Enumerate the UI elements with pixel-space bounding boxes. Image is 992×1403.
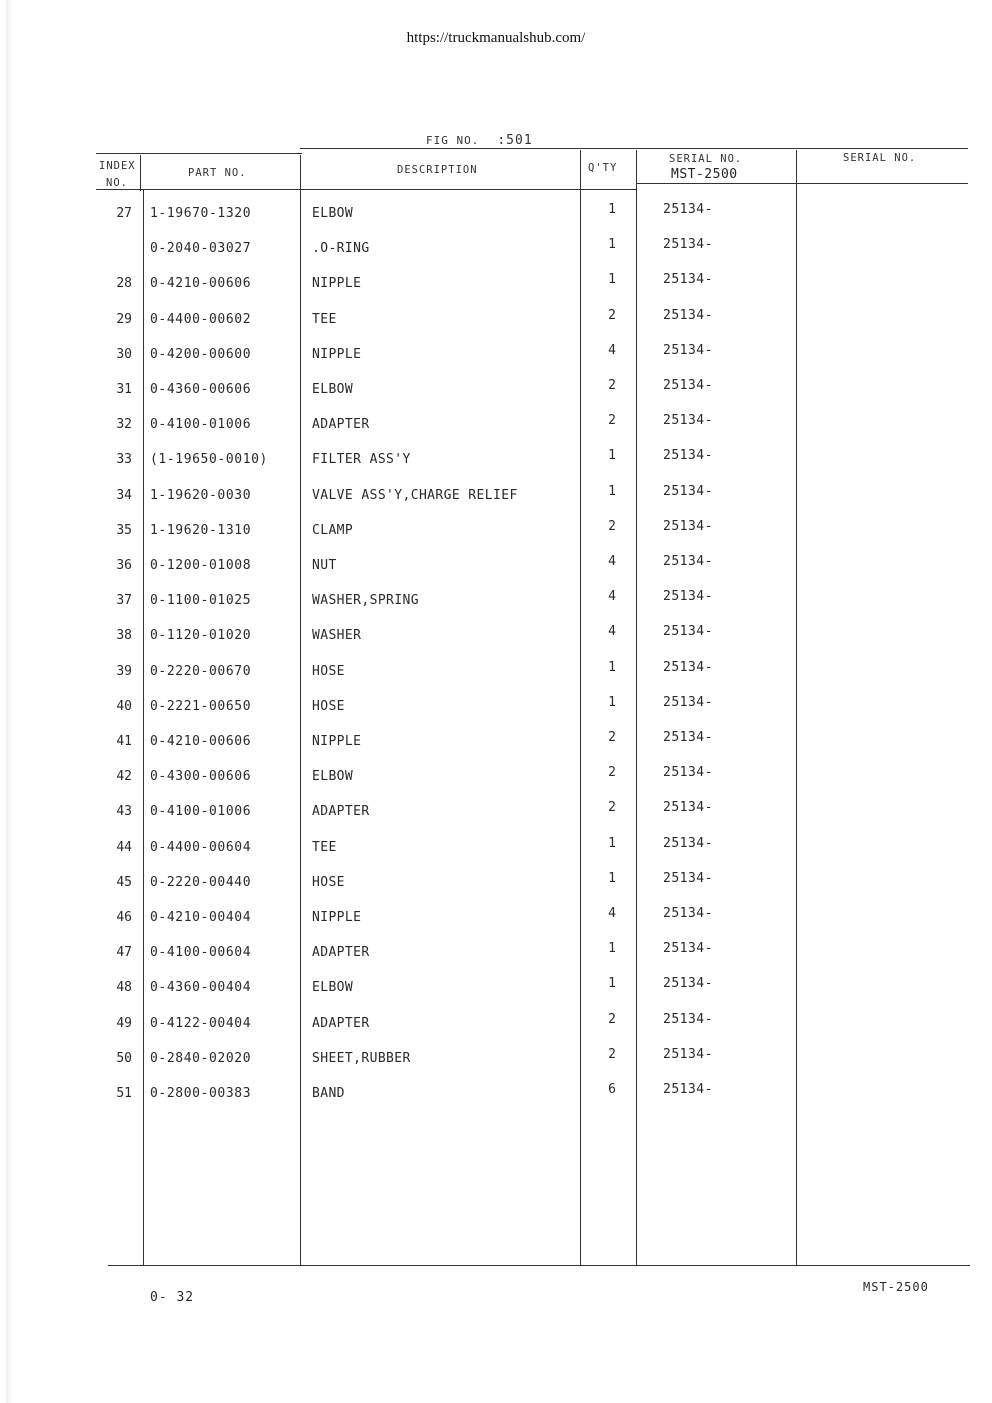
table-row bbox=[0, 343, 992, 367]
footer-model: MST-2500 bbox=[863, 1280, 929, 1294]
row-qty: 4 bbox=[608, 589, 616, 604]
row-index: 44 bbox=[116, 840, 132, 855]
table-row bbox=[0, 1047, 992, 1071]
row-qty: 4 bbox=[608, 554, 616, 569]
row-index: 38 bbox=[116, 628, 132, 643]
fig-number bbox=[426, 133, 533, 148]
row-serial: 25134- bbox=[663, 730, 713, 745]
row-qty: 2 bbox=[608, 730, 616, 745]
row-index: 34 bbox=[116, 488, 132, 503]
row-qty: 1 bbox=[608, 237, 616, 252]
row-qty: 2 bbox=[608, 1047, 616, 1062]
row-part-no: 0-2221-00650 bbox=[150, 699, 252, 714]
row-qty: 4 bbox=[608, 624, 616, 639]
row-part-no: 0-4400-00604 bbox=[150, 840, 252, 855]
row-qty: 4 bbox=[608, 343, 616, 358]
table-row bbox=[0, 800, 992, 824]
table-row bbox=[0, 906, 992, 930]
row-qty: 1 bbox=[608, 448, 616, 463]
row-part-no: 0-4360-00404 bbox=[150, 980, 252, 995]
table-row bbox=[0, 976, 992, 1000]
row-description: ADAPTER bbox=[312, 945, 370, 960]
row-qty: 1 bbox=[608, 871, 616, 886]
row-serial: 25134- bbox=[663, 695, 713, 710]
row-description: ELBOW bbox=[312, 206, 354, 221]
row-index: 46 bbox=[116, 910, 132, 925]
row-part-no: 0-4210-00404 bbox=[150, 910, 252, 925]
row-serial: 25134- bbox=[663, 660, 713, 675]
row-description: NIPPLE bbox=[312, 910, 362, 925]
row-index: 30 bbox=[116, 347, 132, 362]
row-index: 27 bbox=[116, 206, 132, 221]
row-qty: 1 bbox=[608, 941, 616, 956]
row-index: 37 bbox=[116, 593, 132, 608]
row-description: HOSE bbox=[312, 699, 345, 714]
table-top-rule-left bbox=[96, 153, 302, 154]
row-description: NIPPLE bbox=[312, 347, 362, 362]
row-description: CLAMP bbox=[312, 523, 354, 538]
row-serial: 25134- bbox=[663, 308, 713, 323]
row-index: 42 bbox=[116, 769, 132, 784]
row-index: 50 bbox=[116, 1051, 132, 1066]
row-index: 41 bbox=[116, 734, 132, 749]
row-index: 48 bbox=[116, 980, 132, 995]
row-index: 32 bbox=[116, 417, 132, 432]
row-part-no: 0-4100-01006 bbox=[150, 417, 252, 432]
row-index: 36 bbox=[116, 558, 132, 573]
row-index: 28 bbox=[116, 276, 132, 291]
row-part-no: 0-2840-02020 bbox=[150, 1051, 252, 1066]
row-serial: 25134- bbox=[663, 871, 713, 886]
row-qty: 1 bbox=[608, 202, 616, 217]
row-part-no: 0-1120-01020 bbox=[150, 628, 252, 643]
row-part-no: 0-4200-00600 bbox=[150, 347, 252, 362]
row-serial: 25134- bbox=[663, 941, 713, 956]
header-qty: Q'TY bbox=[588, 162, 618, 174]
row-qty: 2 bbox=[608, 308, 616, 323]
row-part-no: 0-2040-03027 bbox=[150, 241, 252, 256]
row-qty: 1 bbox=[608, 695, 616, 710]
row-part-no: 0-4400-00602 bbox=[150, 312, 252, 327]
row-part-no: 0-4300-00606 bbox=[150, 769, 252, 784]
row-description: ELBOW bbox=[312, 980, 354, 995]
row-index: 31 bbox=[116, 382, 132, 397]
row-serial: 25134- bbox=[663, 519, 713, 534]
row-description: ADAPTER bbox=[312, 804, 370, 819]
row-serial: 25134- bbox=[663, 1047, 713, 1062]
row-description: HOSE bbox=[312, 875, 345, 890]
table-row bbox=[0, 836, 992, 860]
row-description: BAND bbox=[312, 1086, 345, 1101]
row-qty: 4 bbox=[608, 906, 616, 921]
row-serial: 25134- bbox=[663, 976, 713, 991]
table-row bbox=[0, 413, 992, 437]
row-index: 43 bbox=[116, 804, 132, 819]
row-serial: 25134- bbox=[663, 554, 713, 569]
header-index: INDEX bbox=[99, 160, 136, 172]
row-index: 39 bbox=[116, 664, 132, 679]
row-qty: 1 bbox=[608, 836, 616, 851]
row-serial: 25134- bbox=[663, 1082, 713, 1097]
page-number: 0- 32 bbox=[150, 1290, 195, 1305]
row-description: ADAPTER bbox=[312, 1016, 370, 1031]
row-serial: 25134- bbox=[663, 378, 713, 393]
row-description: SHEET,RUBBER bbox=[312, 1051, 411, 1066]
row-description: WASHER bbox=[312, 628, 362, 643]
row-part-no: 0-1200-01008 bbox=[150, 558, 252, 573]
row-part-no: 0-4100-01006 bbox=[150, 804, 252, 819]
row-index: 29 bbox=[116, 312, 132, 327]
row-serial: 25134- bbox=[663, 1012, 713, 1027]
table-bottom-rule bbox=[108, 1265, 970, 1266]
table-row bbox=[0, 1082, 992, 1106]
index-header-divider bbox=[140, 155, 141, 191]
row-qty: 6 bbox=[608, 1082, 616, 1097]
table-row bbox=[0, 941, 992, 965]
fig-label: FIG NO. bbox=[426, 134, 480, 147]
row-description: VALVE ASS'Y,CHARGE RELIEF bbox=[312, 488, 518, 503]
header-bottom-rule-left bbox=[96, 189, 636, 190]
row-description: FILTER ASS'Y bbox=[312, 452, 411, 467]
row-serial: 25134- bbox=[663, 484, 713, 499]
row-description: HOSE bbox=[312, 664, 345, 679]
row-part-no: 0-4210-00606 bbox=[150, 276, 252, 291]
table-row bbox=[0, 660, 992, 684]
source-url: https://truckmanualshub.com/ bbox=[406, 30, 586, 46]
row-index: 51 bbox=[116, 1086, 132, 1101]
table-row bbox=[0, 695, 992, 719]
row-index: 33 bbox=[116, 452, 132, 467]
row-serial: 25134- bbox=[663, 237, 713, 252]
row-index: 49 bbox=[116, 1016, 132, 1031]
row-qty: 1 bbox=[608, 272, 616, 287]
table-row bbox=[0, 237, 992, 261]
row-description: ELBOW bbox=[312, 382, 354, 397]
row-qty: 2 bbox=[608, 800, 616, 815]
row-description: ADAPTER bbox=[312, 417, 370, 432]
row-part-no: 0-2220-00440 bbox=[150, 875, 252, 890]
table-top-rule-right bbox=[300, 148, 968, 149]
row-part-no: 0-2220-00670 bbox=[150, 664, 252, 679]
header-serial-no: SERIAL NO. bbox=[669, 153, 743, 165]
row-description: WASHER,SPRING bbox=[312, 593, 419, 608]
table-row bbox=[0, 1012, 992, 1036]
row-serial: 25134- bbox=[663, 589, 713, 604]
row-qty: 2 bbox=[608, 1012, 616, 1027]
row-index: 47 bbox=[116, 945, 132, 960]
row-serial: 25134- bbox=[663, 836, 713, 851]
row-description: ELBOW bbox=[312, 769, 354, 784]
row-part-no: 0-4100-00604 bbox=[150, 945, 252, 960]
row-serial: 25134- bbox=[663, 448, 713, 463]
header-index-no: NO. bbox=[106, 177, 128, 189]
row-index: 35 bbox=[116, 523, 132, 538]
table-row bbox=[0, 871, 992, 895]
table-row bbox=[0, 589, 992, 613]
table-row bbox=[0, 554, 992, 578]
table-row bbox=[0, 202, 992, 226]
fig-value: :501 bbox=[497, 133, 533, 148]
header-part-no: PART NO. bbox=[188, 167, 247, 179]
row-qty: 2 bbox=[608, 519, 616, 534]
header-description: DESCRIPTION bbox=[397, 164, 478, 176]
row-part-no: 0-1100-01025 bbox=[150, 593, 252, 608]
table-row bbox=[0, 519, 992, 543]
row-part-no: 0-4122-00404 bbox=[150, 1016, 252, 1031]
row-qty: 2 bbox=[608, 413, 616, 428]
row-part-no: 1-19670-1320 bbox=[150, 206, 252, 221]
header-serial-model: MST-2500 bbox=[671, 167, 738, 182]
row-description: TEE bbox=[312, 312, 337, 327]
row-serial: 25134- bbox=[663, 202, 713, 217]
row-serial: 25134- bbox=[663, 624, 713, 639]
row-serial: 25134- bbox=[663, 413, 713, 428]
row-description: TEE bbox=[312, 840, 337, 855]
row-serial: 25134- bbox=[663, 765, 713, 780]
row-part-no: 0-4360-00606 bbox=[150, 382, 252, 397]
row-part-no: 0-2800-00383 bbox=[150, 1086, 252, 1101]
table-row bbox=[0, 308, 992, 332]
row-part-no: 1-19620-0030 bbox=[150, 488, 252, 503]
row-qty: 1 bbox=[608, 976, 616, 991]
table-row bbox=[0, 448, 992, 472]
table-row bbox=[0, 378, 992, 402]
row-description: NIPPLE bbox=[312, 276, 362, 291]
row-description: .O-RING bbox=[312, 241, 370, 256]
table-row bbox=[0, 765, 992, 789]
row-description: NIPPLE bbox=[312, 734, 362, 749]
row-index: 40 bbox=[116, 699, 132, 714]
row-serial: 25134- bbox=[663, 800, 713, 815]
table-row bbox=[0, 730, 992, 754]
row-serial: 25134- bbox=[663, 906, 713, 921]
table-row bbox=[0, 272, 992, 296]
header-serial-no-2: SERIAL NO. bbox=[843, 152, 917, 164]
row-serial: 25134- bbox=[663, 272, 713, 287]
row-serial: 25134- bbox=[663, 343, 713, 358]
row-index: 45 bbox=[116, 875, 132, 890]
table-row bbox=[0, 484, 992, 508]
row-part-no: 1-19620-1310 bbox=[150, 523, 252, 538]
row-qty: 1 bbox=[608, 484, 616, 499]
row-qty: 2 bbox=[608, 378, 616, 393]
row-qty: 1 bbox=[608, 660, 616, 675]
header-bottom-rule-right bbox=[636, 183, 968, 184]
row-description: NUT bbox=[312, 558, 337, 573]
row-part-no: 0-4210-00606 bbox=[150, 734, 252, 749]
row-qty: 2 bbox=[608, 765, 616, 780]
row-part-no: (1-19650-0010) bbox=[150, 452, 268, 467]
table-row bbox=[0, 624, 992, 648]
